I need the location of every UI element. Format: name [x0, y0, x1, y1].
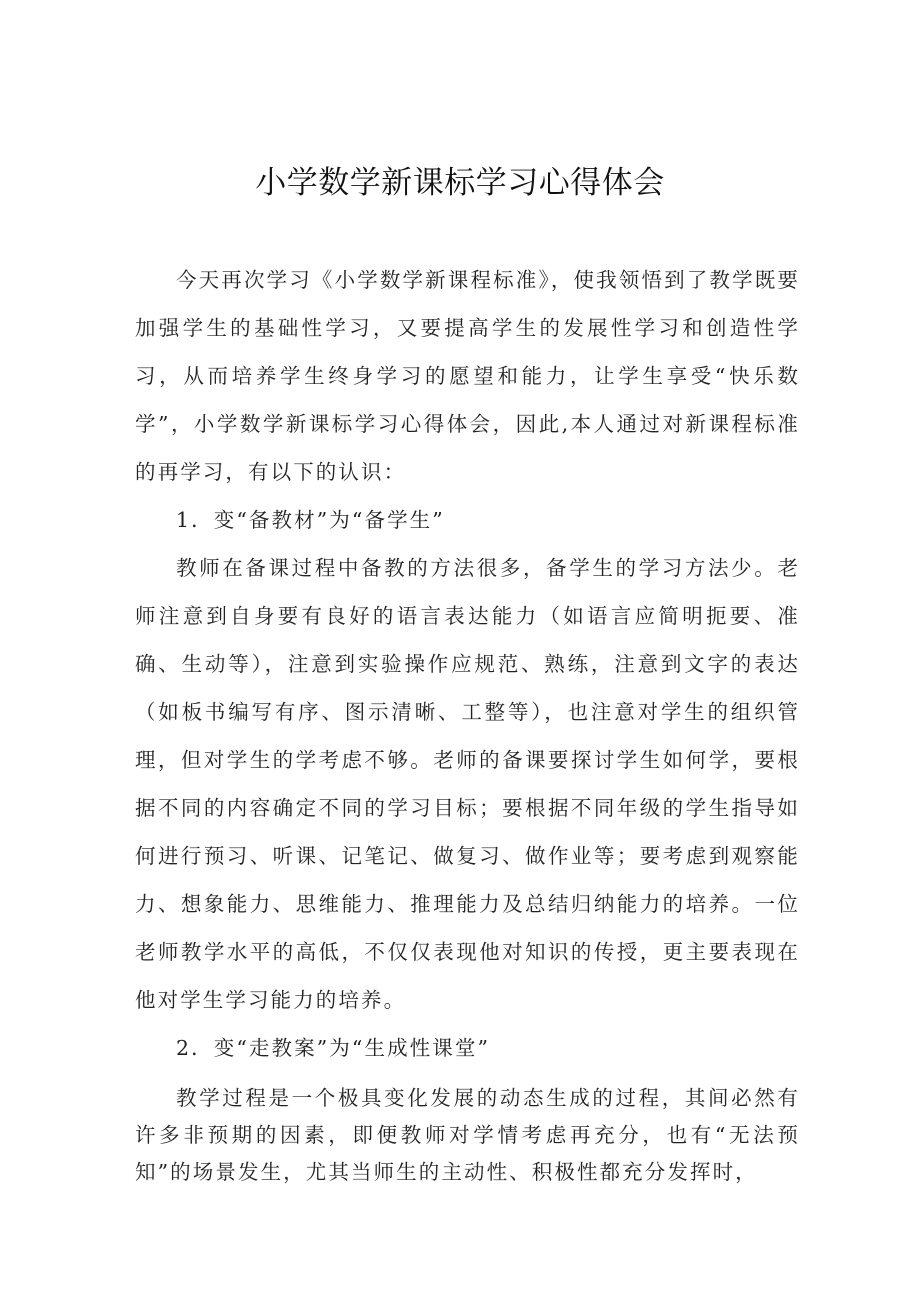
section-heading-1: 1．变“备教材”为“备学生” [176, 508, 445, 532]
paragraph-section-1: 教师在备课过程中备教的方法很多，备学生的学习方法少。老师注意到自身要有良好的语言表达能力（如语言应简明扼要、准确、生动等），注意到实验操作应规范、熟练，注意到文字的表达（如板书编写有序、图示清晰、工整等），也注意对学生的组织管理，但对学生的学考虑不够。老师的备课要探讨学生如何学，要根据不同的内容确定不同的学习目标；要根据不同年级的学生指导如何进行预习、听课、记笔记、做复习、做作业等；要考虑到观察能力、想象能力、思维能力、推理能力及总结归纳能力的培养。一位老师教学水平的高低，不仅仅表现他对知识的传授，更主要表现在他对学生学习能力的培养。 [135, 556, 800, 1012]
document-title: 小学数学新课标学习心得体会 [255, 165, 665, 201]
paragraph-intro: 今天再次学习《小学数学新课程标准》，使我领悟到了教学既要加强学生的基础性学习，又要提高学生的发展性学习和创造性学习，从而培养学生终身学习的愿望和能力，让学生享受“快乐数学”，小学数学新课标学习心得体会，因此,本人通过对新课程标准的再学习，有以下的认识： [135, 268, 800, 484]
paragraph-section-2: 教学过程是一个极具变化发展的动态生成的过程，其间必然有许多非预期的因素，即便教师对学情考虑再充分，也有“无法预知”的场景发生，尤其当师生的主动性、积极性都充分发挥时， [135, 1086, 800, 1184]
document-body [135, 256, 800, 1191]
section-heading-2: 2．变“走教案”为“生成性课堂” [176, 1036, 491, 1060]
